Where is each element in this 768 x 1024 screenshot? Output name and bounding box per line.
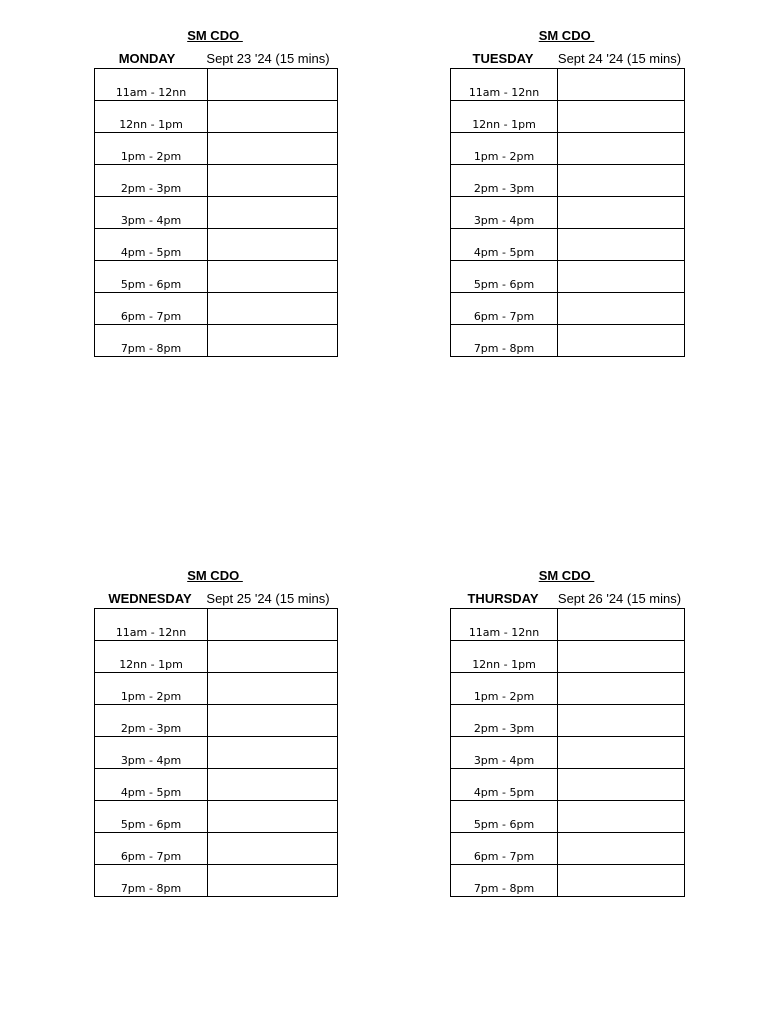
entry-cell[interactable]: [208, 197, 338, 229]
entry-cell[interactable]: [558, 101, 685, 133]
time-slot-label: 11am - 12nn: [451, 609, 558, 641]
time-slot-label: 3pm - 4pm: [95, 737, 208, 769]
time-slot-label: 4pm - 5pm: [451, 769, 558, 801]
table-row: [95, 101, 338, 133]
time-slot-label: 12nn - 1pm: [451, 101, 558, 133]
entry-cell[interactable]: [558, 833, 685, 865]
time-slot-label: 7pm - 8pm: [451, 865, 558, 897]
table-row: [95, 609, 338, 641]
time-slot-label: 6pm - 7pm: [451, 833, 558, 865]
time-slot-label: 5pm - 6pm: [95, 261, 208, 293]
entry-cell[interactable]: [208, 673, 338, 705]
time-slot-label: 2pm - 3pm: [95, 705, 208, 737]
time-slot-label: 4pm - 5pm: [95, 229, 208, 261]
table-row: [451, 293, 685, 325]
time-slot-label: 4pm - 5pm: [95, 769, 208, 801]
schedule-title: SM CDO: [538, 568, 595, 583]
time-slot-rows: [95, 69, 338, 357]
time-slot-rows: [451, 69, 685, 357]
entry-cell[interactable]: [208, 705, 338, 737]
table-row: [451, 133, 685, 165]
table-row: [95, 325, 338, 357]
entry-cell[interactable]: [558, 165, 685, 197]
date-label: Sept 26 '24 (15 mins): [557, 591, 682, 606]
time-slot-label: 11am - 12nn: [95, 69, 208, 101]
time-slot-label: 12nn - 1pm: [95, 641, 208, 673]
table-row: [95, 737, 338, 769]
time-slot-label: 11am - 12nn: [451, 69, 558, 101]
entry-cell[interactable]: [558, 865, 685, 897]
entry-cell[interactable]: [208, 737, 338, 769]
entry-cell[interactable]: [558, 673, 685, 705]
schedule-title: SM CDO: [187, 28, 243, 43]
entry-cell[interactable]: [208, 609, 338, 641]
entry-cell[interactable]: [208, 833, 338, 865]
time-slot-table: [94, 68, 338, 357]
entry-cell[interactable]: [208, 801, 338, 833]
table-row: [451, 801, 685, 833]
date-label: Sept 23 '24 (15 mins): [206, 51, 330, 66]
table-row: [95, 197, 338, 229]
time-slot-label: 2pm - 3pm: [451, 705, 558, 737]
time-slot-label: 7pm - 8pm: [95, 325, 208, 357]
time-slot-label: 1pm - 2pm: [451, 673, 558, 705]
table-row: [95, 769, 338, 801]
time-slot-label: 7pm - 8pm: [95, 865, 208, 897]
entry-cell[interactable]: [558, 293, 685, 325]
time-slot-label: 1pm - 2pm: [95, 673, 208, 705]
entry-cell[interactable]: [208, 69, 338, 101]
time-slot-label: 2pm - 3pm: [451, 165, 558, 197]
table-row: [95, 261, 338, 293]
time-slot-label: 6pm - 7pm: [95, 293, 208, 325]
time-slot-rows: [451, 609, 685, 897]
table-row: [451, 229, 685, 261]
entry-cell[interactable]: [558, 325, 685, 357]
table-row: [95, 165, 338, 197]
time-slot-label: 3pm - 4pm: [451, 197, 558, 229]
table-row: [451, 641, 685, 673]
table-row: [95, 801, 338, 833]
time-slot-label: 4pm - 5pm: [451, 229, 558, 261]
table-row: [451, 197, 685, 229]
entry-cell[interactable]: [208, 165, 338, 197]
table-row: [451, 325, 685, 357]
day-label: TUESDAY: [472, 51, 534, 66]
table-row: [451, 261, 685, 293]
entry-cell[interactable]: [208, 101, 338, 133]
entry-cell[interactable]: [558, 133, 685, 165]
time-slot-label: 11am - 12nn: [95, 609, 208, 641]
table-row: [451, 609, 685, 641]
time-slot-label: 3pm - 4pm: [95, 197, 208, 229]
table-row: [95, 833, 338, 865]
time-slot-label: 6pm - 7pm: [451, 293, 558, 325]
entry-cell[interactable]: [208, 133, 338, 165]
entry-cell[interactable]: [558, 801, 685, 833]
time-slot-label: 5pm - 6pm: [451, 261, 558, 293]
time-slot-table: [450, 608, 685, 897]
table-row: [451, 705, 685, 737]
entry-cell[interactable]: [208, 641, 338, 673]
table-row: [451, 69, 685, 101]
time-slot-label: 5pm - 6pm: [95, 801, 208, 833]
table-row: [95, 69, 338, 101]
table-row: [451, 165, 685, 197]
time-slot-label: 3pm - 4pm: [451, 737, 558, 769]
table-row: [95, 673, 338, 705]
table-row: [95, 133, 338, 165]
table-row: [95, 641, 338, 673]
date-label: Sept 25 '24 (15 mins): [206, 591, 330, 606]
time-slot-label: 5pm - 6pm: [451, 801, 558, 833]
entry-cell[interactable]: [558, 737, 685, 769]
entry-cell[interactable]: [558, 769, 685, 801]
entry-cell[interactable]: [558, 197, 685, 229]
day-label: MONDAY: [118, 51, 176, 66]
schedule-title: SM CDO: [538, 28, 595, 43]
table-row: [95, 293, 338, 325]
entry-cell[interactable]: [558, 641, 685, 673]
time-slot-label: 1pm - 2pm: [95, 133, 208, 165]
entry-cell[interactable]: [558, 261, 685, 293]
table-row: [95, 865, 338, 897]
day-label: WEDNESDAY: [108, 591, 192, 606]
time-slot-label: 2pm - 3pm: [95, 165, 208, 197]
entry-cell[interactable]: [558, 229, 685, 261]
table-row: [451, 101, 685, 133]
time-slot-label: 1pm - 2pm: [451, 133, 558, 165]
schedule-title: SM CDO: [187, 568, 243, 583]
entry-cell[interactable]: [208, 769, 338, 801]
entry-cell[interactable]: [208, 325, 338, 357]
time-slot-label: 7pm - 8pm: [451, 325, 558, 357]
table-row: [95, 705, 338, 737]
time-slot-table: [450, 68, 685, 357]
table-row: [451, 833, 685, 865]
entry-cell[interactable]: [558, 609, 685, 641]
time-slot-rows: [95, 609, 338, 897]
table-row: [95, 229, 338, 261]
entry-cell[interactable]: [208, 229, 338, 261]
table-row: [451, 865, 685, 897]
time-slot-label: 12nn - 1pm: [451, 641, 558, 673]
table-row: [451, 769, 685, 801]
table-row: [451, 737, 685, 769]
entry-cell[interactable]: [208, 293, 338, 325]
date-label: Sept 24 '24 (15 mins): [557, 51, 682, 66]
entry-cell[interactable]: [558, 69, 685, 101]
entry-cell[interactable]: [558, 705, 685, 737]
day-label: THURSDAY: [467, 591, 539, 606]
entry-cell[interactable]: [208, 865, 338, 897]
entry-cell[interactable]: [208, 261, 338, 293]
time-slot-label: 12nn - 1pm: [95, 101, 208, 133]
table-row: [451, 673, 685, 705]
time-slot-label: 6pm - 7pm: [95, 833, 208, 865]
time-slot-table: [94, 608, 338, 897]
